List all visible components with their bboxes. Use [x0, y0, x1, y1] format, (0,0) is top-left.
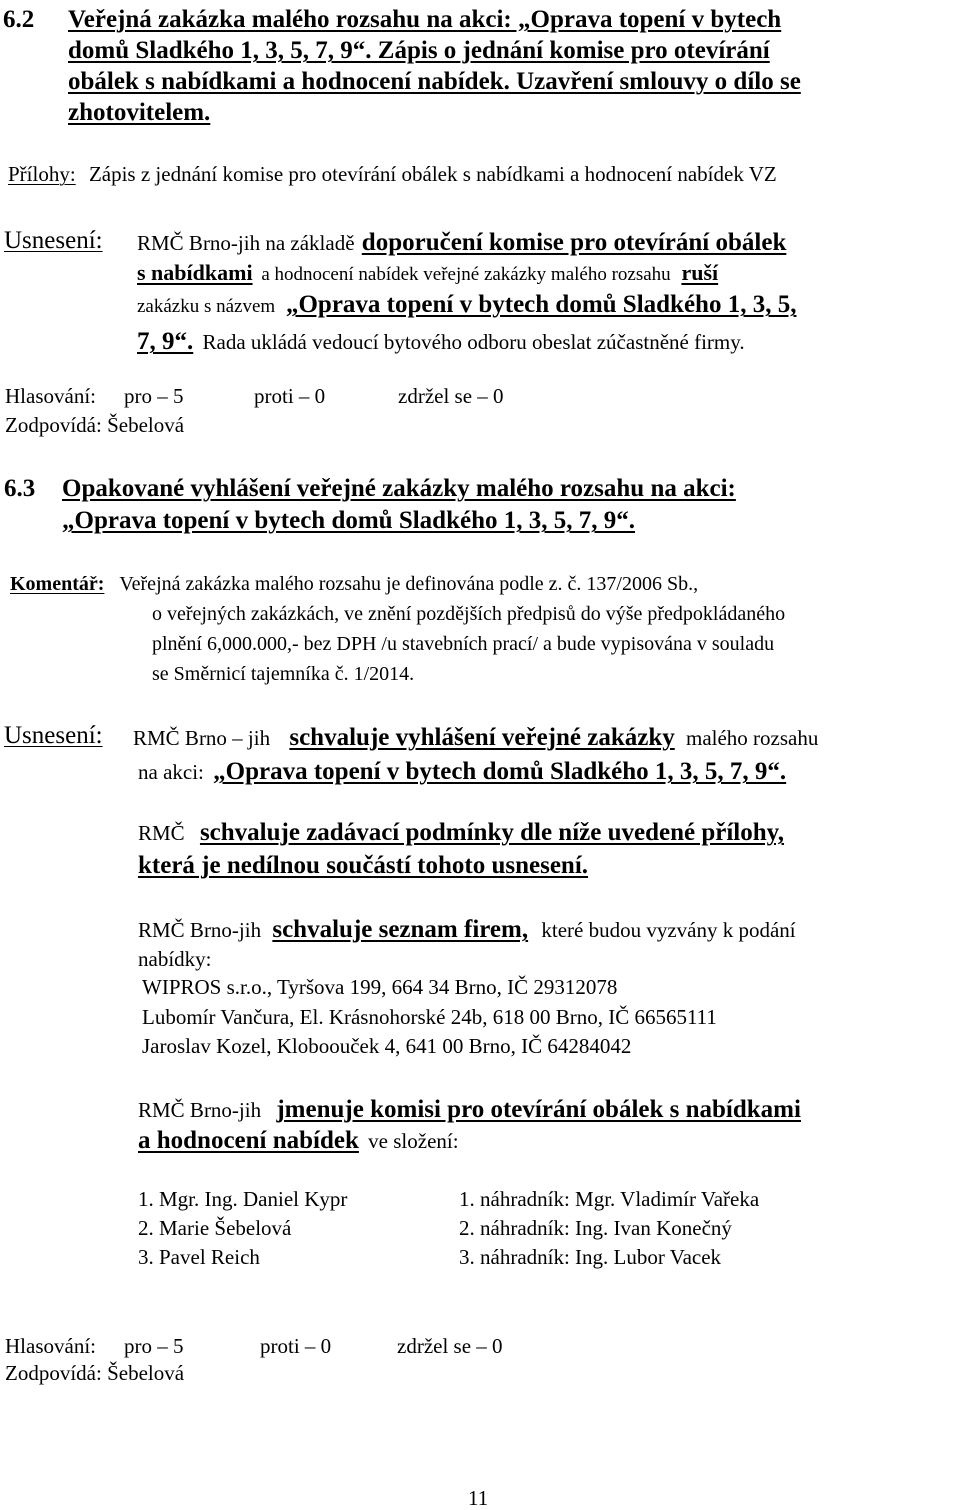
section-title-line-2: domů Sladkého 1, 3, 5, 7, 9“. Zápis o jednání komise pro otevírání	[68, 37, 770, 64]
vote-label: Hlasování:	[5, 384, 96, 408]
resolution-4-line-1	[138, 1097, 801, 1122]
attachments-row	[8, 164, 777, 185]
commission-member: 2. Marie Šebelová	[138, 1216, 292, 1240]
section-title-text: Veřejná zakázka malého rozsahu na akci: „Oprava topení v bytech	[68, 6, 782, 33]
resolution-emphasis: a hodnocení nabídek	[138, 1127, 359, 1154]
resolution-1-line-2	[138, 759, 786, 784]
resolution-line-4	[137, 329, 745, 354]
firm-list-item: Lubomír Vančura, El. Krásnohorské 24b, 618 00 Brno, IČ 66565111	[142, 1005, 717, 1029]
resolution-text: RMČ Brno-jih na základě	[137, 231, 355, 255]
commission-substitute: 1. náhradník: Mgr. Vladimír Vařeka	[459, 1187, 760, 1211]
responsible-person: Zodpovídá: Šebelová	[5, 413, 185, 437]
commission-member: 3. Pavel Reich	[138, 1245, 260, 1269]
section-number: 6.3	[4, 475, 36, 502]
resolution-text: a hodnocení nabídek veřejné zakázky malého rozsahu	[261, 264, 671, 285]
resolution-2-line-2: která je nedílnou součástí tohoto usnesení.	[138, 852, 589, 879]
vote-against: proti – 0	[260, 1334, 332, 1358]
comment-line-4: se Směrnicí tajemníka č. 1/2014.	[152, 663, 415, 685]
resolution-line-3	[137, 292, 796, 317]
resolution-text: ve složení:	[368, 1129, 459, 1153]
commission-member: 1. Mgr. Ing. Daniel Kypr	[138, 1187, 348, 1211]
resolution-line-1	[137, 230, 786, 255]
resolution-emphasis: schvaluje seznam firem,	[272, 916, 529, 943]
resolution-emphasis: jmenuje komisi pro otevírání obálek s nabídkami	[276, 1096, 801, 1123]
resolution-2-line-1	[138, 820, 784, 845]
resolution-text: RMČ Brno-jih	[138, 918, 262, 942]
resolution-text: zakázku s názvem	[137, 296, 276, 317]
vote-for: pro – 5	[124, 384, 184, 408]
resolution-emphasis: s nabídkami	[137, 260, 253, 285]
comment-text: Veřejná zakázka malého rozsahu je definována podle z. č. 137/2006 Sb.,	[119, 573, 699, 595]
resolution-emphasis: schvaluje vyhlášení veřejné zakázky	[289, 724, 675, 751]
vote-abstain: zdržel se – 0	[397, 1334, 503, 1358]
vote-for: pro – 5	[124, 1334, 184, 1358]
resolution-project-name: 7, 9“.	[137, 328, 194, 355]
resolution-text: na akci:	[138, 760, 204, 784]
resolution-4-line-2	[138, 1128, 459, 1153]
resolution-project-name: „Oprava topení v bytech domů Sladkého 1, 3, 5, 7, 9“.	[213, 758, 787, 785]
resolution-text: RMČ	[138, 821, 185, 845]
commission-substitute: 3. náhradník: Ing. Lubor Vacek	[459, 1245, 722, 1269]
resolution-project-name: „Oprava topení v bytech domů Sladkého 1, 3, 5,	[285, 291, 797, 318]
attachments-text: Zápis z jednání komise pro otevírání obálek s nabídkami a hodnocení nabídek VZ	[88, 162, 777, 186]
resolution-text: RMČ Brno – jih	[133, 726, 271, 750]
vote-against: proti – 0	[254, 384, 326, 408]
firm-list-item: Jaroslav Kozel, Kloboouček 4, 641 00 Brno, IČ 64284042	[142, 1034, 632, 1058]
page-number: 11	[468, 1486, 489, 1510]
section-title-line-1: Opakované vyhlášení veřejné zakázky malého rozsahu na akci:	[62, 475, 736, 502]
firm-list-item: WIPROS s.r.o., Tyršova 199, 664 34 Brno, IČ 29312078	[142, 975, 618, 999]
vote-label: Hlasování:	[5, 1334, 96, 1358]
section-title-line-1	[68, 7, 956, 32]
section-title-line-3: obálek s nabídkami a hodnocení nabídek. Uzavření smlouvy o dílo se	[68, 68, 801, 95]
resolution-3-line-2: nabídky:	[138, 947, 212, 971]
vote-abstain: zdržel se – 0	[398, 384, 504, 408]
resolution-verb: ruší	[681, 260, 719, 285]
resolution-text: které budou vyzvány k podání	[541, 918, 796, 942]
commission-substitute: 2. náhradník: Ing. Ivan Konečný	[459, 1216, 732, 1240]
comment-label: Komentář:	[10, 573, 105, 595]
resolution-3-line-1	[138, 917, 796, 942]
resolution-1-line-1	[133, 725, 818, 750]
section-title-line-2: „Oprava topení v bytech domů Sladkého 1, 3, 5, 7, 9“.	[62, 507, 635, 534]
comment-line-2: o veřejných zakázkách, ve znění pozdějších předpisů do výše předpokládaného	[152, 603, 786, 625]
resolution-label: Usnesení:	[4, 227, 103, 254]
section-title-line-4: zhotovitelem.	[68, 99, 211, 126]
section-number: 6.2	[3, 6, 35, 33]
resolution-emphasis: schvaluje zadávací podmínky dle níže uvedené přílohy,	[199, 819, 785, 846]
resolution-label: Usnesení:	[4, 722, 103, 749]
voting-row	[0, 384, 960, 414]
attachments-label: Přílohy:	[8, 162, 76, 186]
resolution-line-2	[137, 262, 718, 284]
responsible-person: Zodpovídá: Šebelová	[5, 1361, 185, 1385]
resolution-text: Rada ukládá vedoucí bytového odboru obeslat zúčastněné firmy.	[202, 330, 745, 354]
comment-line-1	[10, 574, 698, 594]
resolution-text: RMČ Brno-jih	[138, 1098, 262, 1122]
comment-line-3: plnění 6,000.000,- bez DPH /u stavebních prací/ a bude vypisována v souladu	[152, 633, 775, 655]
resolution-emphasis: doporučení komise pro otevírání obálek	[361, 229, 787, 256]
resolution-text: malého rozsahu	[686, 726, 819, 750]
voting-row	[0, 1334, 960, 1364]
